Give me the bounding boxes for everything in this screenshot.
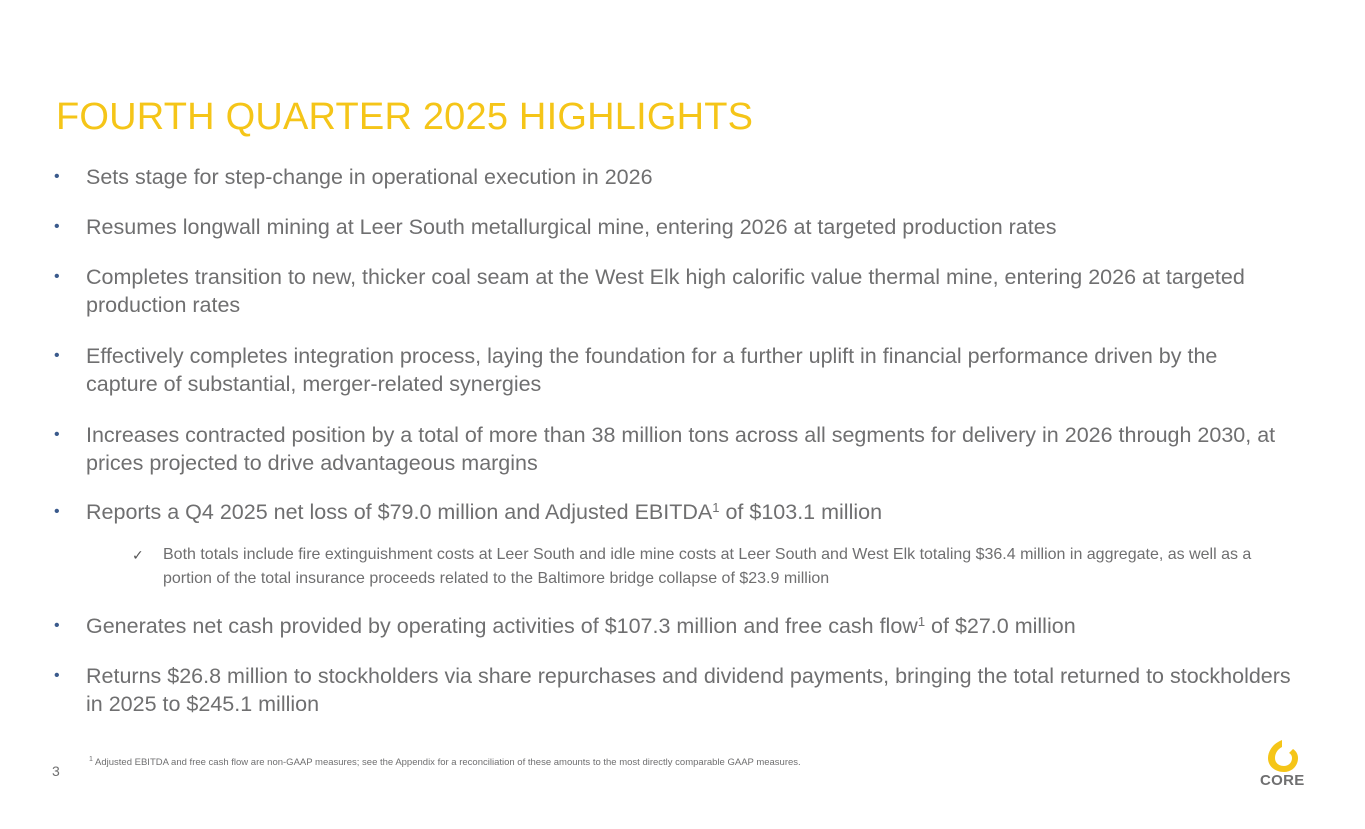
bullet-text: Returns $26.8 million to stockholders via share repurchases and dividend payments, bringing the total returned to stockholders in 2025 to $245.1 million <box>86 664 1291 716</box>
page-number: 3 <box>52 763 60 779</box>
list-item <box>52 263 1292 319</box>
sub-list-item <box>132 543 1263 591</box>
logo-wordmark: CORE <box>1260 772 1305 789</box>
footnote-marker: 1 <box>89 756 93 763</box>
bullet-marker: • <box>54 268 60 285</box>
check-icon: ✓ <box>132 547 144 563</box>
bullet-text: of $27.0 million <box>925 614 1076 638</box>
bullet-marker: • <box>54 218 60 235</box>
list-item <box>52 342 1292 398</box>
bullet-text: Increases contracted position by a total of more than 38 million tons across all segments for delivery in 2026 through 2030, at prices projected to drive advantageous margins <box>86 423 1276 475</box>
footnote-ref: 1 <box>917 614 926 629</box>
bullet-text: of $103.1 million <box>719 500 883 524</box>
bullet-text: Effectively completes integration process, laying the foundation for a further uplift in financial performance driven by the capture of substantial, merger-related synergies <box>86 344 1218 396</box>
bullet-marker: • <box>54 426 60 443</box>
bullet-text: Sets stage for step-change in operational execution in 2026 <box>86 165 653 189</box>
core-logo-mark <box>1268 740 1298 772</box>
bullet-text: Reports a Q4 2025 net loss of $79.0 million and Adjusted EBITDA <box>86 500 713 524</box>
bullet-marker: • <box>54 168 60 185</box>
list-item <box>52 163 653 191</box>
bullet-marker: • <box>54 617 60 634</box>
bullet-marker: • <box>54 503 60 520</box>
footnote <box>89 757 801 768</box>
list-item <box>52 662 1292 718</box>
list-item <box>52 213 1056 241</box>
list-item <box>52 498 882 526</box>
bullet-marker: • <box>54 347 60 364</box>
list-item <box>52 612 1076 640</box>
footnote-text: Adjusted EBITDA and free cash flow are non-GAAP measures; see the Appendix for a reconciliation of these amounts to the most directly comparable GAAP measures. <box>92 757 801 768</box>
slide-title: FOURTH QUARTER 2025 HIGHLIGHTS <box>56 96 754 138</box>
bullet-marker: • <box>54 667 60 684</box>
bullet-text: Generates net cash provided by operating activities of $107.3 million and free cash flow <box>86 614 918 638</box>
footnote-ref: 1 <box>712 500 720 515</box>
bullet-text: Completes transition to new, thicker coal seam at the West Elk high calorific value thermal mine, entering 2026 at targeted production rates <box>86 265 1245 317</box>
list-item <box>52 421 1292 477</box>
bullet-text: Resumes longwall mining at Leer South metallurgical mine, entering 2026 at targeted production rates <box>86 215 1057 239</box>
sub-bullet-text: Both totals include fire extinguishment costs at Leer South and idle mine costs at Leer South and West Elk totaling $36.4 million in aggregate, as well as a portion of the total insurance proceeds related to the Baltimore bridge collapse of $23.9 million <box>163 546 1252 587</box>
